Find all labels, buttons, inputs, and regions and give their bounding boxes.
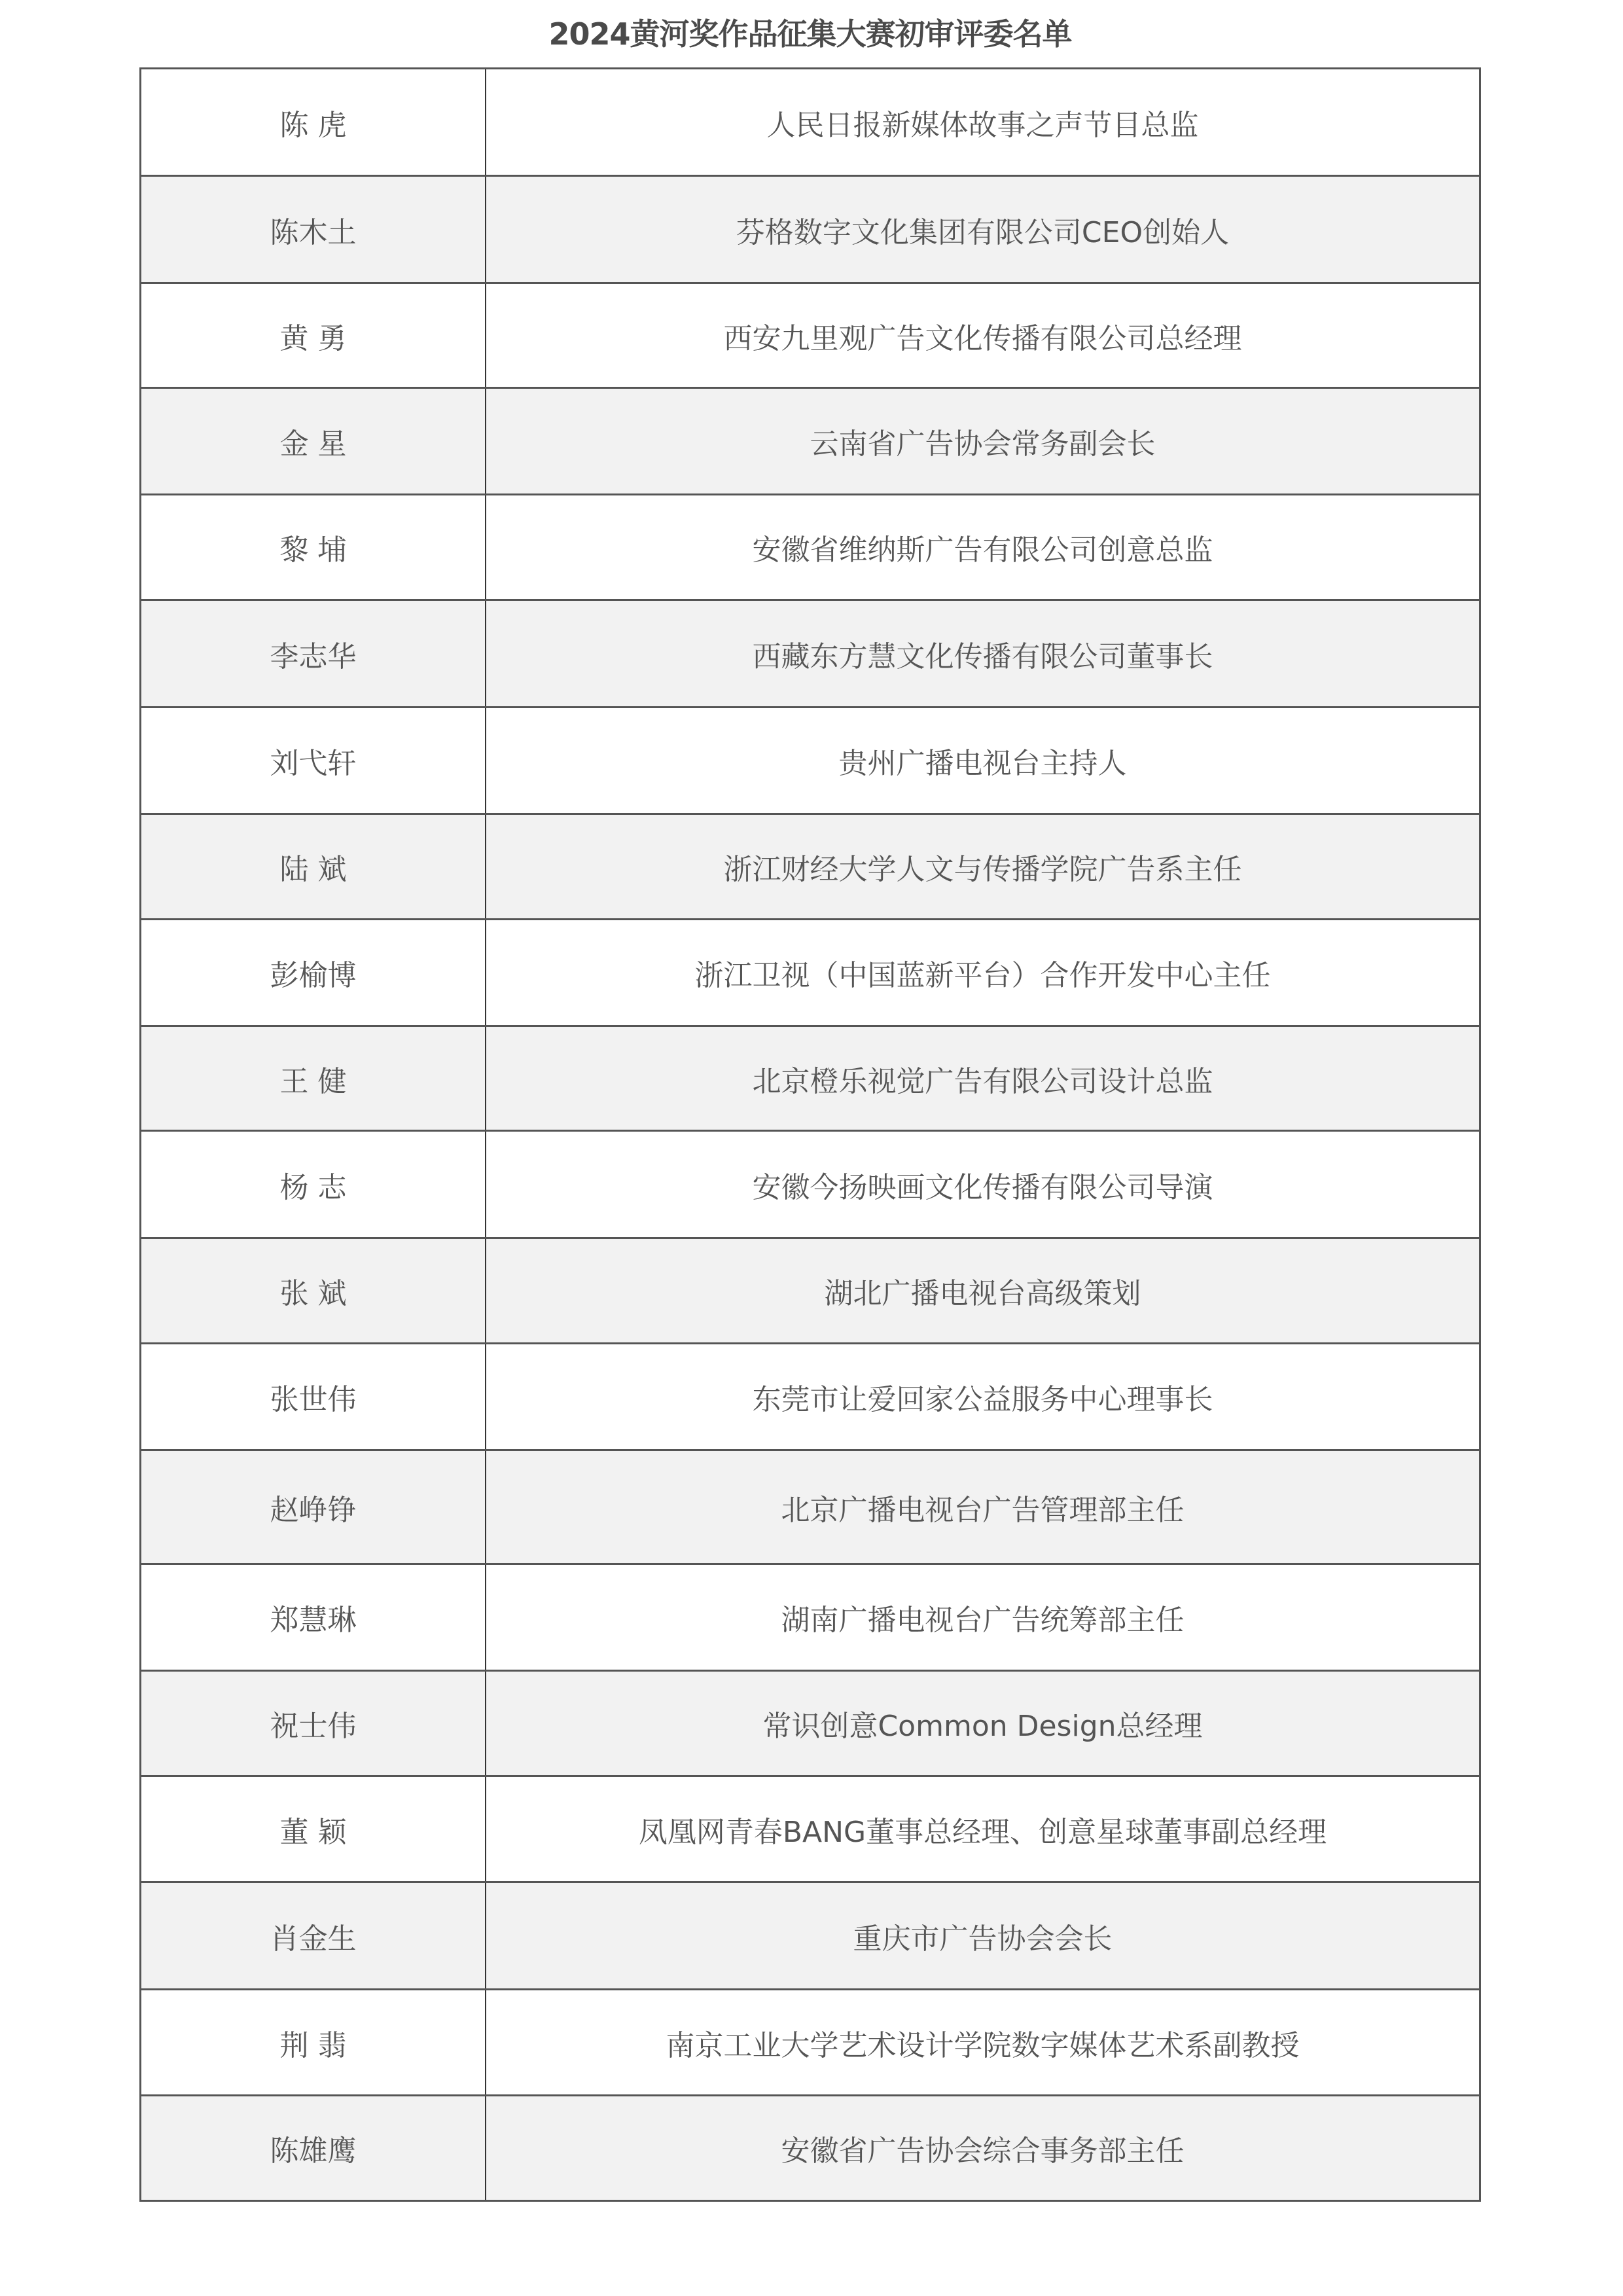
judge-position-cell: 西安九里观广告文化传播有限公司总经理 — [723, 321, 1242, 355]
judge-name-cell: 刘弋轩 — [141, 708, 486, 813]
judge-position-cell: 南京工业大学艺术设计学院数字媒体艺术系副教授 — [666, 2028, 1300, 2062]
table-row — [141, 1777, 1479, 1883]
judge-position-cell: 浙江财经大学人文与传播学院广告系主任 — [723, 853, 1242, 886]
judge-position-cell: 云南省广告协会常务副会长 — [810, 427, 1156, 461]
judge-name-cell: 赵峥铮 — [141, 1451, 486, 1563]
judge-name-cell: 黎 埔 — [141, 495, 486, 599]
judge-position-cell: 常识创意Common Design总经理 — [762, 1710, 1203, 1743]
table-row — [141, 389, 1479, 495]
table-row — [141, 69, 1479, 177]
table-row — [141, 495, 1479, 601]
table-row — [141, 1451, 1479, 1565]
judge-name-cell: 董 颖 — [141, 1777, 486, 1881]
judge-position-cell: 贵州广播电视台主持人 — [838, 747, 1127, 780]
judge-name-cell: 陆 斌 — [141, 815, 486, 918]
judge-position-cell: 东莞市让爱回家公益服务中心理事长 — [752, 1383, 1213, 1416]
table-row — [141, 1990, 1479, 2096]
table-row — [141, 708, 1479, 815]
judge-position-cell: 湖北广播电视台高级策划 — [824, 1277, 1141, 1310]
judge-name-cell: 肖金生 — [141, 1883, 486, 1988]
table-row — [141, 1344, 1479, 1451]
judge-name-cell: 张 斌 — [141, 1239, 486, 1342]
judges-table — [139, 67, 1481, 2202]
judge-position-cell: 北京橙乐视觉广告有限公司设计总监 — [752, 1064, 1213, 1098]
table-row — [141, 920, 1479, 1027]
judge-name-cell: 张世伟 — [141, 1344, 486, 1449]
judge-name-cell: 荆 翡 — [141, 1990, 486, 2094]
judge-position-cell: 安徽今扬映画文化传播有限公司导演 — [752, 1170, 1213, 1204]
judge-name-cell: 杨 志 — [141, 1132, 486, 1237]
table-row — [141, 1132, 1479, 1239]
judge-position-cell: 西藏东方慧文化传播有限公司董事长 — [752, 639, 1213, 673]
judge-position-cell: 安徽省广告协会综合事务部主任 — [781, 2134, 1185, 2168]
judge-name-cell: 陈雄鹰 — [141, 2096, 486, 2200]
judge-name-cell: 祝士伟 — [141, 1672, 486, 1775]
table-row — [141, 1027, 1479, 1132]
judge-name-cell: 王 健 — [141, 1027, 486, 1130]
judge-position-cell: 重庆市广告协会会长 — [853, 1922, 1113, 1956]
table-row — [141, 815, 1479, 920]
table-row — [141, 177, 1479, 284]
judge-position-cell: 人民日报新媒体故事之声节目总监 — [766, 108, 1199, 142]
judge-name-cell: 李志华 — [141, 601, 486, 706]
judge-position-cell: 芬格数字文化集团有限公司CEO创始人 — [736, 215, 1230, 249]
judge-name-cell: 陈 虎 — [141, 69, 486, 175]
table-row — [141, 1672, 1479, 1777]
table-row — [141, 1239, 1479, 1344]
table-row — [141, 1883, 1479, 1990]
judge-position-cell: 凤凰网青春BANG董事总经理、创意星球董事副总经理 — [638, 1815, 1327, 1849]
judge-name-cell: 彭榆博 — [141, 920, 486, 1025]
judge-position-cell: 北京广播电视台广告管理部主任 — [781, 1493, 1185, 1527]
table-row — [141, 601, 1479, 708]
judge-position-cell: 安徽省维纳斯广告有限公司创意总监 — [752, 533, 1213, 567]
page-title: 2024黄河奖作品征集大赛初审评委名单 — [548, 16, 1072, 52]
judge-name-cell: 陈木土 — [141, 177, 486, 282]
judge-position-cell: 湖南广播电视台广告统筹部主任 — [781, 1604, 1185, 1637]
table-row — [141, 284, 1479, 389]
judge-name-cell: 郑慧琳 — [141, 1565, 486, 1670]
judge-position-cell: 浙江卫视（中国蓝新平台）合作开发中心主任 — [694, 959, 1271, 992]
judge-name-cell: 金 星 — [141, 389, 486, 493]
table-row — [141, 1565, 1479, 1672]
table-row — [141, 2096, 1479, 2202]
judge-name-cell: 黄 勇 — [141, 284, 486, 387]
